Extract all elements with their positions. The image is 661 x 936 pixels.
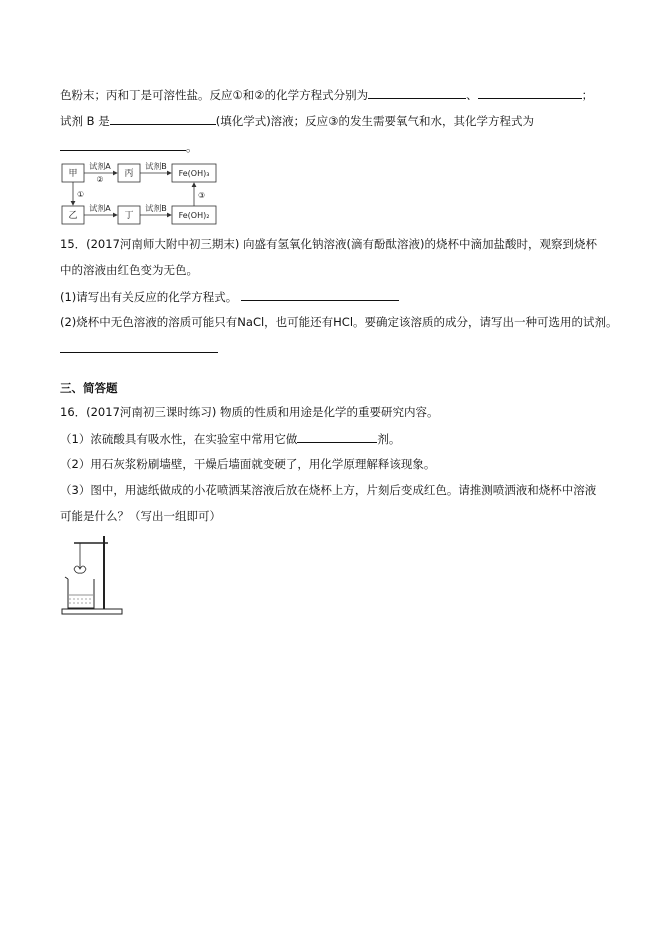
beaker [68,579,94,608]
label-yi: 乙 [68,211,78,221]
label-jia: 甲 [68,169,78,179]
q14-line3 [60,138,198,155]
reagent-a-bottom: 试剂A [89,204,111,213]
beaker-lip [65,577,68,579]
reaction-flowchart [60,160,230,226]
step-3: ③ [198,191,206,200]
period: 。 [186,140,198,154]
reagent-b-bottom: 试剂B [145,204,167,213]
label-feoh3: Fe(OH)₃ [178,169,210,178]
beaker-stand-illustration [60,533,130,615]
answer-blank-reagent-b[interactable] [110,112,216,125]
q16-sub1 [60,430,400,447]
semicolon: ； [581,88,594,102]
q14-line1 [60,86,593,103]
q15-answer-line [60,340,218,357]
step-2: ② [96,175,104,184]
reagent-b-top: 试剂B [145,162,167,171]
answer-blank-q16-agent[interactable] [297,430,377,443]
label-bing: 丙 [124,169,134,179]
label-ding: 丁 [124,211,134,221]
stand-base [62,609,122,614]
step-1: ① [77,190,85,199]
q15-line2: 中的溶液由红色变为无色。 [60,263,198,277]
q16-sub3-line1: （3）图中，用滤纸做成的小花喷洒某溶液后放在烧杯上方，片刻后变成红色。请推测喷洒液和烧杯中溶液 [60,483,597,497]
q16-sub3-line2: 可能是什么？（写出一组即可） [60,509,221,523]
reagent-a-top: 试剂A [89,162,111,171]
answer-blank-q15-reagent[interactable] [60,340,218,353]
q16-sub1-text: （1）浓硫酸具有吸水性，在实验室中常用它做 [60,432,298,446]
answer-blank-reaction1[interactable] [368,86,466,99]
q16-sub1-end: 剂。 [377,432,401,446]
q14-line2 [60,112,534,129]
answer-blank-q15-equation[interactable] [241,288,399,301]
q15-line1: 15．(2017河南师大附中初三期末) 向盛有氢氧化钠溶液(滴有酚酞溶液)的烧杯中滴加盐酸时，观察到烧杯 [60,237,597,251]
separator: 、 [466,88,478,102]
q14-line1-text: 色粉末；丙和丁是可溶性盐。反应①和②的化学方程式分别为 [60,88,369,102]
q14-line2-text-a: 试剂 B 是 [60,114,110,128]
answer-blank-reaction3[interactable] [60,138,186,151]
section-title: 三、简答题 [60,381,118,395]
q15-sub2: (2)烧杯中无色溶液的溶质可能只有NaCl，也可能还有HCl。要确定该溶质的成分，请写出一种可选用的试剂。 [60,315,618,329]
q16-line1: 16．(2017河南初三课时练习) 物质的性质和用途是化学的重要研究内容。 [60,405,439,419]
q15-sub1-text: (1)请写出有关反应的化学方程式。 [60,290,238,304]
label-feoh2: Fe(OH)₂ [178,211,210,220]
q15-sub1 [60,288,399,305]
q16-sub2: （2）用石灰浆粉刷墙壁，干燥后墙面就变硬了，用化学原理解释该现象。 [60,457,436,471]
q14-line2-text-b: (填化学式)溶液；反应③的发生需要氧气和水，其化学方程式为 [215,114,534,128]
answer-blank-reaction2[interactable] [478,86,582,99]
